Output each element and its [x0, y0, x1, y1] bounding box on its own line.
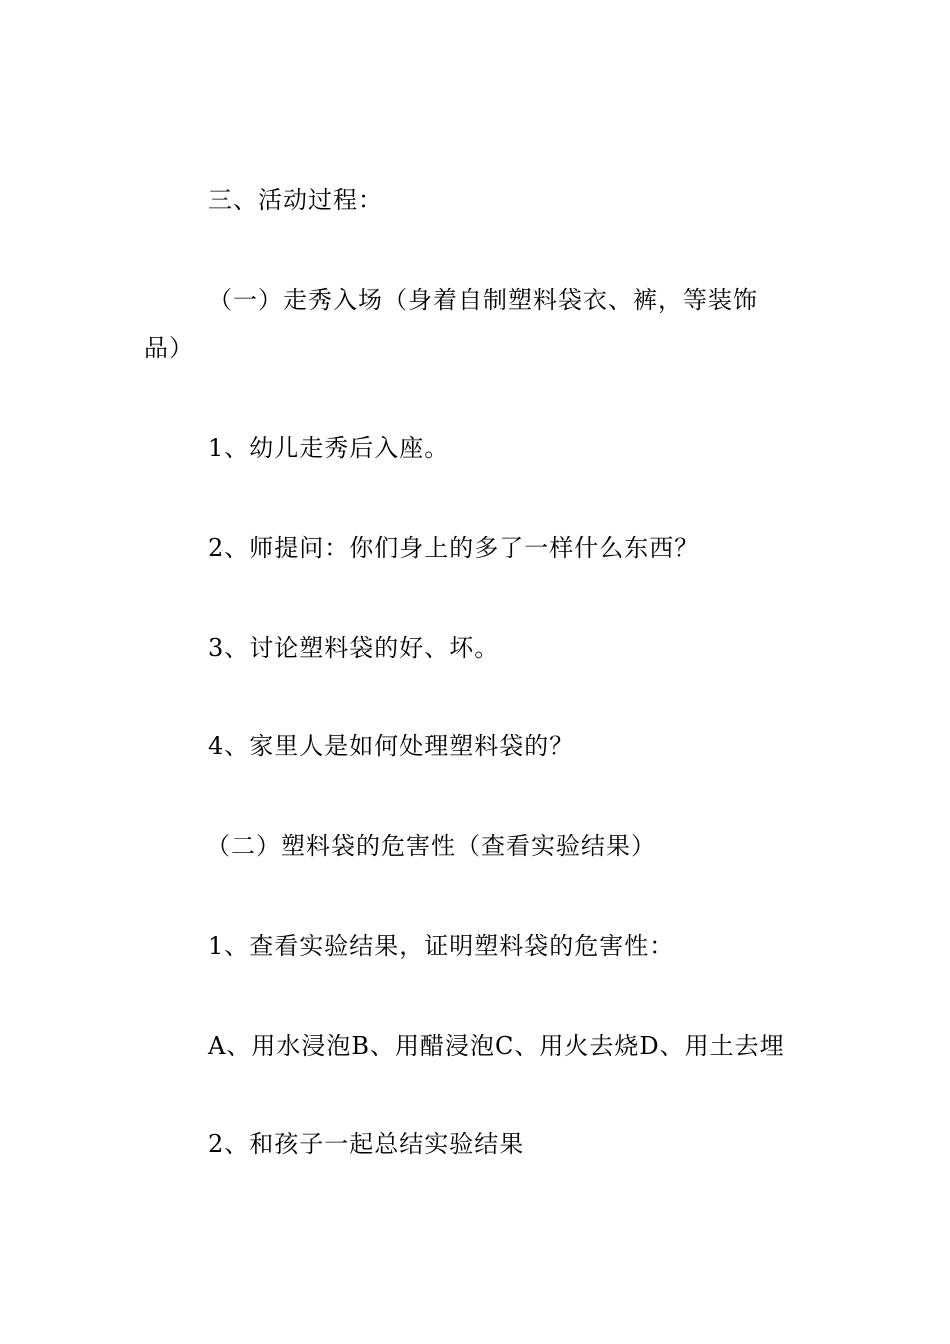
list-item: 4、家里人是如何处理塑料袋的？	[208, 732, 575, 760]
section-heading-activity-process: 三、活动过程：	[208, 186, 383, 214]
list-item: 1、幼儿走秀后入座。	[208, 434, 450, 462]
experiment-options: A、用水浸泡B、用醋浸泡C、用火去烧D、用土去埋	[208, 1032, 785, 1060]
list-item: 3、讨论塑料袋的好、坏。	[208, 634, 500, 662]
list-item: 2、师提问：你们身上的多了一样什么东西？	[208, 534, 700, 562]
subsection-heading-catwalk: （一）走秀入场（身着自制塑料袋衣、裤，等装饰	[208, 286, 758, 314]
subsection-heading-harm: （二）塑料袋的危害性（查看实验结果）	[206, 832, 656, 860]
list-item: 2、和孩子一起总结实验结果	[208, 1130, 525, 1158]
subsection-heading-catwalk-cont: 品）	[144, 334, 194, 362]
list-item: 1、查看实验结果，证明塑料袋的危害性：	[208, 932, 675, 960]
